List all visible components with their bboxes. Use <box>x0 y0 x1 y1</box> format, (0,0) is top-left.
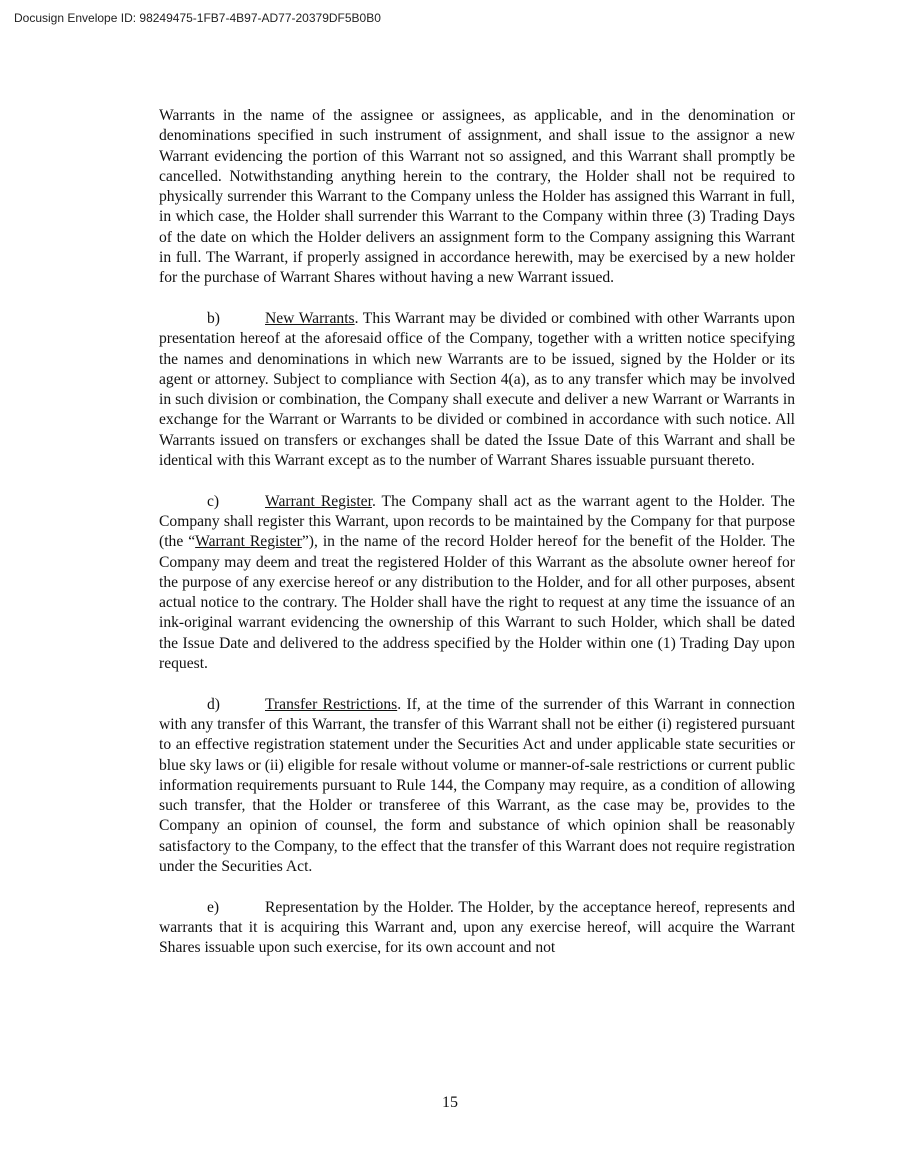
paragraph-c-text-2: ”), in the name of the record Holder hereof for the benefit of the Holder. The Company may deem and treat the registered Holder of this Warrant as the absolute owner hereof for the purpose of any exercise hereof or any distribution to the Holder, and for all other purposes, absent actual notice to the contrary. The Holder shall have the right to request at any time the issuance of an ink-original warrant evidencing the ownership of this Warrant to such Holder, which shall be dated the Issue Date and delivered to the address specified by the Holder within one (1) Trading Day upon request. <box>159 533 795 673</box>
paragraph-b-new-warrants <box>159 309 795 471</box>
paragraph-e-text: Representation by the Holder. The Holder, by the acceptance hereof, represents and warrants that it is acquiring this Warrant and, upon any exercise hereof, will acquire the Warrant Shares issuable upon such exercise, for its own account and not <box>159 898 795 957</box>
envelope-id: Docusign Envelope ID: 98249475-1FB7-4B97-AD77-20379DF5B0B0 <box>14 11 381 25</box>
paragraph-d-heading: Transfer Restrictions <box>265 695 398 713</box>
paragraph-d-transfer-restrictions <box>159 695 795 878</box>
paragraph-d-text: . If, at the time of the surrender of this Warrant in connection with any transfer of this Warrant, the transfer of this Warrant shall not be either (i) registered pursuant to an effective registration statement under the Securities Act and under applicable state securities or blue sky laws or (ii) eligible for resale without volume or manner-of-sale restrictions or current public information requirements pursuant to Rule 144, the Company may require, as a condition of allowing such transfer, that the Holder or transferee of this Warrant, as the case may be, provides to the Company an opinion of counsel, the form and substance of which opinion shall be reasonably satisfactory to the Company, to the effect that the transfer of this Warrant does not require registration under the Securities Act. <box>159 695 795 875</box>
paragraph-c-text-1: . The Company shall act as the warrant agent to the Holder. The Company shall register this Warrant, upon records to be maintained by the Company for that purpose (the “ <box>159 492 795 551</box>
paragraph-continuation <box>159 106 795 289</box>
paragraph-c-label: c) <box>207 492 220 510</box>
paragraph-c-heading: Warrant Register <box>265 492 372 510</box>
page-number: 15 <box>442 1094 458 1111</box>
paragraph-c-warrant-register <box>159 492 795 675</box>
paragraph-b-text: . This Warrant may be divided or combined with other Warrants upon presentation hereof at the aforesaid office of the Company, together with a written notice specifying the names and denominations in which new Warrants are to be issued, signed by the Holder or its agent or attorney. Subject to compliance with Section 4(a), as to any transfer which may be involved in such division or combination, the Company shall execute and deliver a new Warrant or Warrants in exchange for the Warrant or Warrants to be divided or combined in accordance with such notice. All Warrants issued on transfers or exchanges shall be dated the Issue Date of this Warrant and shall be identical with this Warrant except as to the number of Warrant Shares issuable pursuant thereto. <box>159 309 795 470</box>
paragraph-d-label: d) <box>207 695 220 713</box>
paragraph-c-defined-term: Warrant Register <box>195 533 302 551</box>
paragraph-b-heading: New Warrants <box>265 309 355 327</box>
paragraph-e-representation <box>159 898 795 959</box>
paragraph-b-label: b) <box>207 309 220 327</box>
paragraph-continuation-text: Warrants in the name of the assignee or assignees, as applicable, and in the denomination or denominations specified in such instrument of assignment, and shall issue to the assignor a new Warrant evidencing the portion of this Warrant not so assigned, and this Warrant shall promptly be cancelled. Notwithstanding anything herein to the contrary, the Holder shall not be required to physically surrender this Warrant to the Company unless the Holder has assigned this Warrant in full, in which case, the Holder shall surrender this Warrant to the Company within three (3) Trading Days of the date on which the Holder delivers an assignment form to the Company assigning this Warrant in full. The Warrant, if properly assigned in accordance herewith, may be exercised by a new holder for the purchase of Warrant Shares without having a new Warrant issued. <box>159 107 795 287</box>
paragraph-e-label: e) <box>207 898 220 916</box>
document-body <box>159 106 795 979</box>
